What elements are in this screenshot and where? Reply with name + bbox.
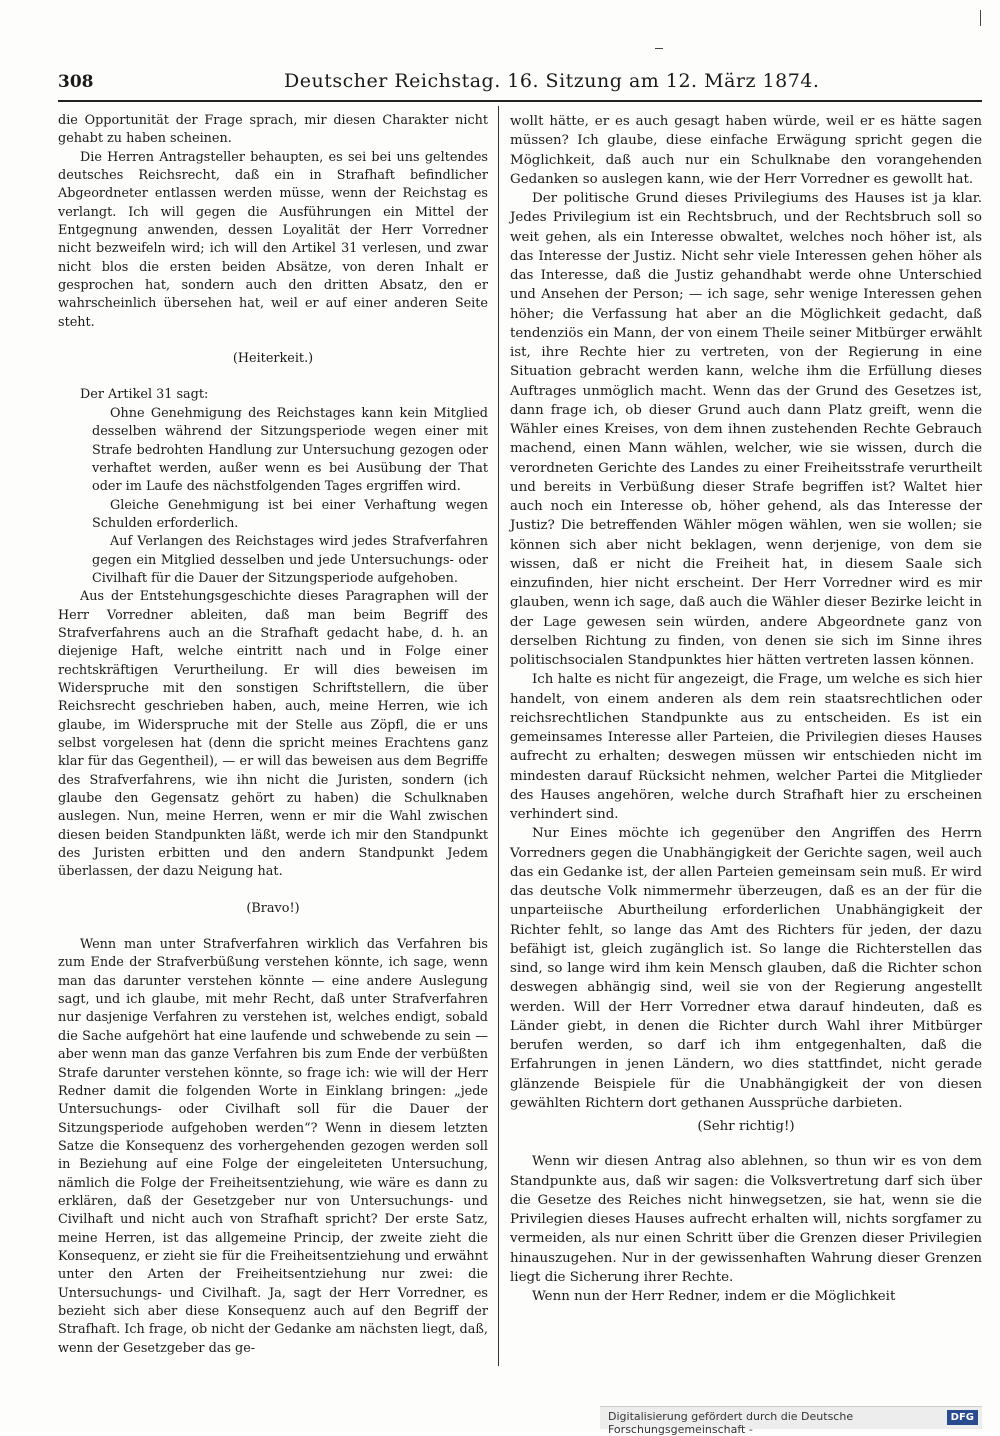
page-number: 308 [58,72,94,92]
column-divider [498,106,499,1366]
interjection: (Sehr richtig!) [697,1119,795,1134]
digitization-footer [600,1406,982,1436]
paragraph: Der Artikel 31 sagt: [80,387,209,403]
dfg-logo: DFG [947,1410,978,1425]
paragraph: Ich halte es nicht für angezeigt, die Frage, um welche es sich hier handelt, von einem anderen als dem rein staatsrechtlichen oder reichsrechtlichen Standpunkte aus zu entscheiden. Es ist ein gemeinsames Interesse aller Parteien, die Privilegien dieses Hauses aufrecht zu erhalten; deswegen müssen wir entschieden nicht im mindesten darauf Rücksicht nehmen, welcher Partei die Mitglieder des Hauses angehören, welche durch Strafhaft hier zu erscheinen verhindert sind. [510,672,983,822]
quoted-article: Ohne Genehmigung des Reichstages kann kein Mitglied desselben während der Sitzungsperiode wegen einer mit Strafe bedrohten Handlung zur Untersuchung gezogen oder verhaftet werden, außer wenn es bei Ausübung der That oder im Laufe des nächstfolgenden Tages ergriffen wird. [92,405,488,495]
right-column [510,112,982,1306]
interjection: (Bravo!) [246,900,300,916]
paragraph: Nur Eines möchte ich gegenüber den Angriffen des Herrn Vorredners gegen die Unabhängigkeit der Gerichte sagen, weil auch das ein Gedanke ist, der allen Parteien gemeinsam sein muß. Er wird das deutsche Volk nimmermehr überzeugen, daß es an der für die unparteiische Aburtheilung erforderlichen Unabhängigkeit der Richter fehlt, so lange das Amt des Richters für jeden, der dazu befähigt ist, gleich zugänglich ist. So lange die Richterstellen das sind, so lange wird ihm kein Mensch glauben, daß die Richter schon deswegen abhängig sind, weil sie von der Regierung angestellt werden. Will der Herr Vorredner etwa darauf hindeuten, daß es Länder giebt, in denen die Richter durch Wahl ihrer Mitbürger berufen werden, so darf ich ihm entgegenhalten, daß die Erfahrungen in jenen Ländern, wo dies stattfindet, nicht gerade glänzende Beispiele für die Unabhängigkeit der von diesen gewählten Richtern dort gethanen Aussprüche darbieten. [510,826,982,1111]
paragraph: Wenn nun der Herr Redner, indem er die Möglichkeit [532,1289,896,1304]
paragraph: Wenn wir diesen Antrag also ablehnen, so thun wir es von dem Standpunkte aus, daß wir sagen: die Volksvertretung darf sich über die Gesetze des Reiches nicht hinwegsetzen, sie hat, wenn sie die Privilegien dieses Hauses aufrecht erhalten will, nichts sorgfamer zu vermeiden, als nur einen Schritt über die Grenzen dieser Privilegien hinauszugehen. Nur in der gewissenhaften Wahrung dieser Grenzen liegt die Sicherung ihrer Rechte. [510,1154,982,1285]
paragraph: wollt hätte, er es auch gesagt haben würde, weil er es hätte sagen müssen? Ich glaube, diese einfache Erwägung spricht gegen die Möglichkeit, daß auch nur ein Schulknabe den vorangehenden Gedanken so auslegen kann, wie der Herr Vorredner es gewollt hat. [510,114,982,187]
quoted-article: Auf Verlangen des Reichstages wird jedes Strafverfahren gegen ein Mitglied desselben und jede Untersuchungs- oder Civilhaft für die Dauer der Sitzungsperiode aufgehoben. [92,534,488,586]
paragraph: Wenn man unter Strafverfahren wirklich das Verfahren bis zum Ende der Strafverbüßung verstehen könnte, ich sage, wenn man das darunter verstehen könnte — eine andere Auslegung sagt, und ich glaube, mit mehr Recht, daß unter Strafverfahren nur dasjenige Verfahren zu verstehen ist, welches endigt, sobald die Sache aufgehört hat eine laufende und schwebende zu sein — aber wenn man das ganze Verfahren bis zum Ende der verbüßten Strafe darunter verstehen könnte, so frage ich: wie will der Herr Redner damit die folgenden Worte in Einklang bringen: „jede Untersuchungs- oder Civilhaft soll für die Dauer der Sitzungsperiode aufgehoben werden“? Wenn in diesem letzten Satze die Konsequenz des vorhergehenden gezogen werden soll in Beziehung auf eine Folge der eingeleiteten Untersuchung, nämlich die Folge der Freiheitsentziehung, wie wäre es dann zu erklären, daß der Gesetzgeber nur von Untersuchungs- und Civilhaft und nicht auch von Strafhaft spricht? Der erste Satz, meine Herren, ist das allgemeine Princip, der zweite zieht die Konsequenz, er zieht sie für die Freiheitsentziehung und erwähnt unter den Arten der Freiheitsentziehung nur zwei: die Untersuchungs- und Civilhaft. Ja, sagt der Herr Vorredner, es bezieht sich aber diese Konsequenz auch auf den Begriff der Strafhaft. Ich frage, ob nicht der Gedanke am nächsten liegt, daß, wenn der Gesetzgeber das ge- [58,937,488,1356]
edge-mark [980,10,981,26]
paragraph: Der politische Grund dieses Privilegiums des Hauses ist ja klar. Jedes Privilegium ist ein Rechtsbruch, und der Rechtsbruch soll so weit gehen, als ein Interesse obwaltet, welches noch höher ist, als das Interesse der Justiz. Nicht sehr viele Interessen gehen höher als das Interesse, daß die Justiz gehandhabt werde ohne Unterschied und Ansehen der Person; — ich sage, sehr wenige Interessen gehen höher; die Verfassung hat aber an die Möglichkeit gedacht, daß tendenziös ein Mann, der von einem Theile seiner Mitbürger erwählt ist, ihre Rechte hier zu vertreten, von der Regierung in eine Situation gebracht werden kann, welche ihm die Erfüllung dieses Auftrages unmöglich macht. Wenn das der Grund des Gesetzes ist, dann frage ich, ob dieser Grund auch dann Platz greift, wenn die Wähler eines Kreises, von dem ihnen zustehenden Rechte Gebrauch machend, einen Mann wählen, welcher, wie sie wissen, durch die verordneten Gerichte des Landes zu einer Freiheitsstrafe verurtheilt und bereits in Verbüßung dieser Strafe begriffen ist? Waltet hier auch noch ein Interesse ob, höher gehend, als das Interesse der Justiz? Die betreffenden Wähler mögen wählen, wen sie wollen; sie können sich aber nicht beklagen, wenn derjenige, von dem sie wissen, daß er nicht die Freiheit hat, in diesem Saale sich einzufinden, hier nicht erscheint. Der Herr Vorredner wird es mir glauben, wenn ich sage, daß auch die Wähler dieser Bezirke leicht in der Lage gewesen sein würden, andere Abgeordnete ganz von derselben Richtung zu finden, von denen sie sich im Sinne ihres politischsocialen Standpunktes hier hätten vertreten lassen können. [510,191,982,668]
quoted-article: Gleiche Genehmigung ist bei einer Verhaftung wegen Schulden erforderlich. [92,497,488,531]
edge-mark [655,48,663,49]
running-title: Deutscher Reichstag. 16. Sitzung am 12. März 1874. [284,70,820,92]
paragraph: Die Herren Antragsteller behaupten, es sei bei uns geltendes deutsches Reichsrecht, daß ein in Strafhaft befindlicher Abgeordneter entlassen werden müsse, wenn der Reichstag es verlangt. Ich will gegen die Ausführungen ein Mittel der Entgegnung anwenden, dessen Loyalität der Herr Vorredner nicht bezweifeln wird; ich will den Artikel 31 verlesen, und zwar nicht blos die ersten beiden Absätze, von deren Inhalt er gesprochen hat, sondern auch den dritten Absatz, den er wahrscheinlich übersehen hat, weil er auf einer anderen Seite steht. [58,149,488,330]
page-header [58,66,982,102]
interjection: (Heiterkeit.) [232,351,314,367]
left-column [58,112,488,1358]
paragraph: die Opportunität der Frage sprach, mir diesen Charakter nicht gehabt zu haben scheinen. [58,113,488,147]
paragraph: Aus der Entstehungsgeschichte dieses Paragraphen will der Herr Vorredner ableiten, daß man beim Begriff des Strafverfahrens auch an die Strafhaft gedacht habe, d. h. an diejenige Haft, welche eintritt nach und in Folge einer rechtskräftigen Verurtheilung. Er will dies beweisen im Widerspruche mit den sonstigen Schriftstellern, die über Reichsrecht geschrieben haben, auch, meine Herren, wie ich glaube, im Widerspruche mit der Stelle aus Zöpfl, die er uns selbst vorgelesen hat (denn die spricht meines Erachtens ganz klar für das Gegentheil), — er will das beweisen aus dem Begriffe des Strafverfahrens, wie ihn nicht die Juristen, sondern (ich glaube den Gegensatz gehört zu haben) die Schulknaben auslegen. Nun, meine Herren, wenn er mir die Wahl zwischen diesen beiden Standpunkten läßt, werde ich mir den Standpunkt des Juristen erbitten und den andern Standpunkt Jedem überlassen, der dazu Neigung hat. [58,589,488,880]
funding-credit: Digitalisierung gefördert durch die Deutsche Forschungsgemeinschaft - [608,1410,854,1436]
